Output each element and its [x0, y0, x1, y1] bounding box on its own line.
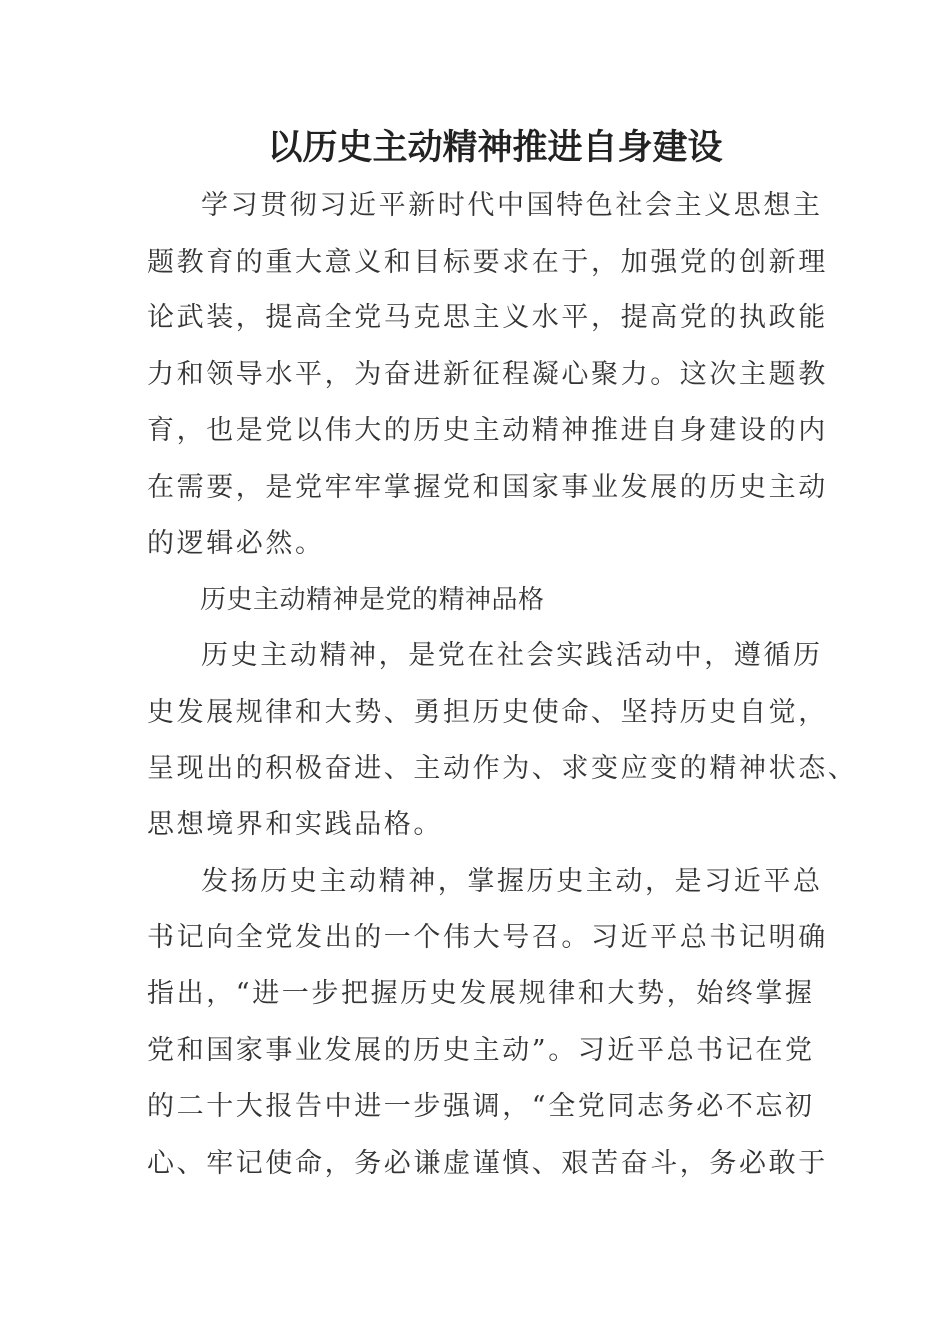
paragraph-line: 书记向全党发出的一个伟大号召。习近平总书记明确	[147, 922, 828, 953]
paragraph-line: 发扬历史主动精神，掌握历史主动，是习近平总	[201, 866, 823, 897]
intro-line: 力和领导水平，为奋进新征程凝心聚力。这次主题教	[147, 359, 828, 390]
intro-line: 在需要，是党牢牢掌握党和国家事业发展的历史主动	[147, 472, 828, 503]
paragraph-line: 史发展规律和大势、勇担历史使命、坚持历史自觉，	[147, 697, 828, 728]
paragraph-line: 思想境界和实践品格。	[147, 809, 443, 840]
intro-line: 论武装，提高全党马克思主义水平，提高党的执政能	[147, 302, 828, 333]
section-heading: 历史主动精神是党的精神品格	[200, 585, 545, 615]
intro-line: 题教育的重大意义和目标要求在于，加强党的创新理	[147, 247, 828, 278]
intro-line: 的逻辑必然。	[147, 528, 325, 559]
paragraph-line: 党和国家事业发展的历史主动”。习近平总书记在党	[147, 1035, 815, 1066]
paragraph-line: 心、牢记使命，务必谦虚谨慎、艰苦奋斗，务必敢于	[147, 1148, 828, 1179]
document-title: 以历史主动精神推进自身建设	[267, 127, 723, 168]
paragraph-line: 指出，“进一步把握历史发展规律和大势，始终掌握	[147, 978, 815, 1009]
intro-line: 学习贯彻习近平新时代中国特色社会主义思想主	[201, 190, 823, 221]
paragraph-line: 历史主动精神，是党在社会实践活动中，遵循历	[201, 640, 823, 671]
paragraph-line: 的二十大报告中进一步强调，“全党同志务必不忘初	[147, 1091, 815, 1122]
paragraph-line: 呈现出的积极奋进、主动作为、求变应变的精神状态、	[147, 753, 858, 784]
intro-line: 育，也是党以伟大的历史主动精神推进自身建设的内	[147, 415, 828, 446]
